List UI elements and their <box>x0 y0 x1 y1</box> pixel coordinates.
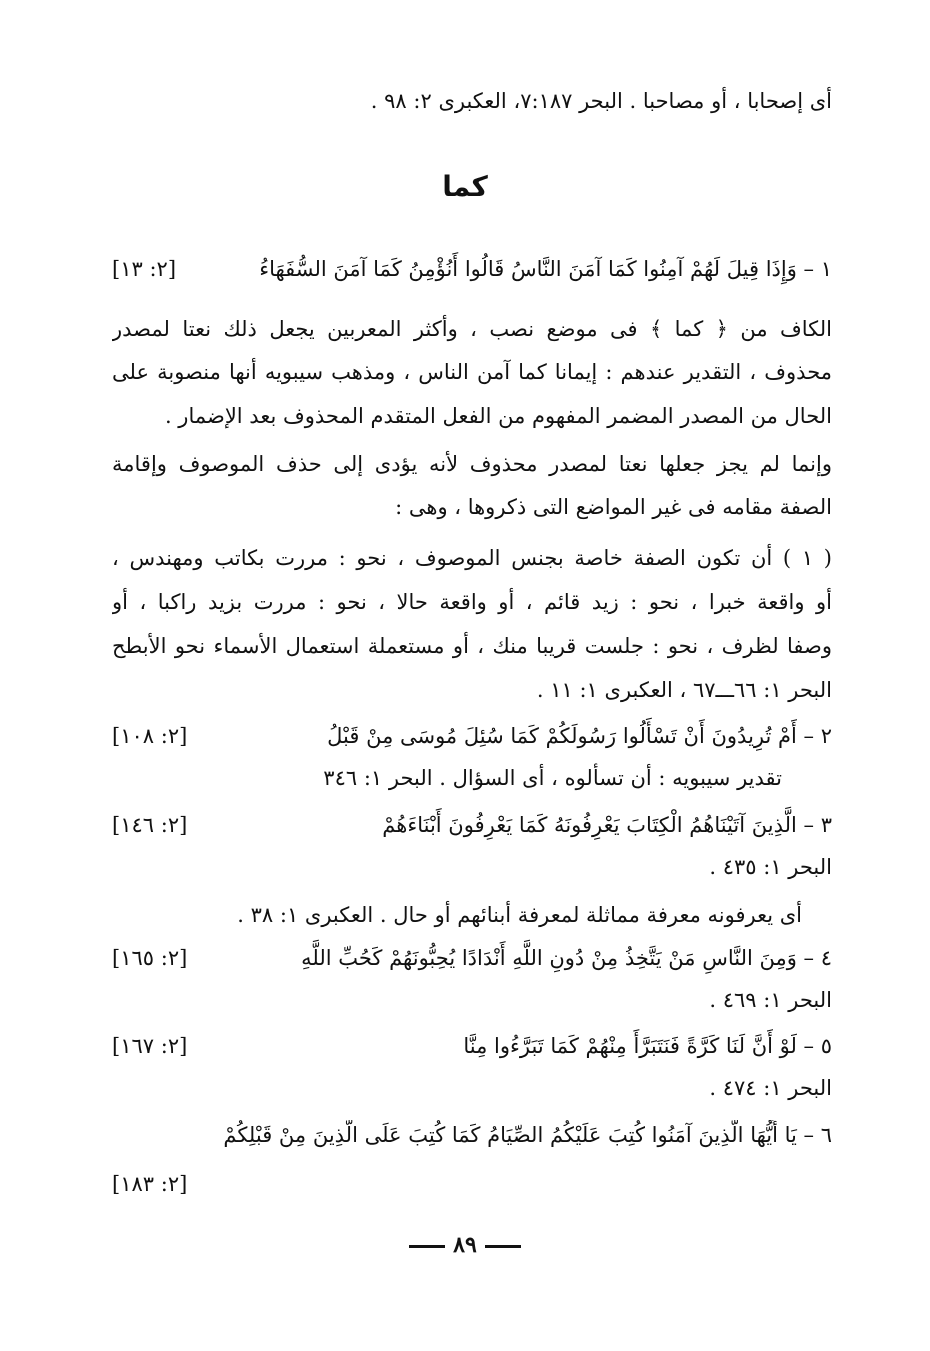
entry-6-ref-row <box>112 1168 832 1200</box>
entry-2 <box>112 720 832 752</box>
entry-3-ref: [٢: ١٤٦] <box>112 813 188 837</box>
entry-4-ref: [٢: ١٦٥] <box>112 946 188 970</box>
footer-dash-left <box>409 1245 445 1248</box>
para-3-line-2: أو واقعة خبرا ، نحو : زيد قائم ، أو واقعة حالا ، نحو : مررت بزيد راكبا ، أو <box>112 590 832 614</box>
entry-1 <box>112 253 832 285</box>
para-1-line-1: الكاف من ﴿ كما ﴾ فى موضع نصب ، وأكثر المعربين يجعل ذلك نعتا لمصدر <box>112 317 832 341</box>
para-3-line-1: ( ١ ) أن تكون الصفة خاصة بجنس الموصوف ، نحو : مررت بكاتب ومهندس ، <box>112 546 832 570</box>
entry-5-verse: ٥ – لَوْ أَنَّ لَنَا كَرَّةً فَنَتَبَرَّأَ مِنْهُمْ كَمَا تَبَرَّءُوا مِنَّا <box>463 1034 832 1058</box>
entry-2-ref: [٢: ١٠٨] <box>112 724 188 748</box>
entry-4-source: البحر ١: ٤٦٩ . <box>709 988 832 1012</box>
entry-6-ref: [٢: ١٨٣] <box>112 1172 188 1196</box>
section-heading: كما <box>442 170 488 203</box>
para-3-line-4: البحر ١: ٦٦ـــ٦٧ ، العكبرى ١: ١١ . <box>536 678 832 702</box>
para-3-line-3: وصفا لظرف ، نحو : جلست قريبا منك ، أو مستعملة استعمال الأسماء نحو الأبطح <box>112 634 832 658</box>
entry-2-note: تقدير سيبويه : أن تسألوه ، أى السؤال . البحر ١: ٣٤٦ <box>323 766 782 790</box>
para-2-line-1: وإنما لم يجز جعلها نعتا لمصدر محذوف لأنه يؤدى إلى حذف الموصوف وإقامة <box>112 452 832 476</box>
entry-6-verse: ٦ – يَا أَيُّهَا الَّذِينَ آمَنُوا كُتِبَ عَلَيْكُمُ الصِّيَامُ كَمَا كُتِبَ عَلَى الَّذِينَ مِنْ قَبْلِكُمْ <box>223 1123 832 1147</box>
top-note: أى إصحابا ، أو مصاحبا . البحر ٧:١٨٧، العكبرى ٢: ٩٨ . <box>370 89 832 113</box>
page-number: ٨٩ <box>453 1232 477 1258</box>
entry-4 <box>112 942 832 974</box>
entry-5-ref: [٢: ١٦٧] <box>112 1034 188 1058</box>
entry-5 <box>112 1030 832 1062</box>
entry-3-verse: ٣ – الَّذِينَ آتَيْنَاهُمُ الْكِتَابَ يَعْرِفُونَهُ كَمَا يَعْرِفُونَ أَبْنَاءَهُمْ <box>382 813 832 837</box>
page-number-footer <box>0 1232 930 1258</box>
footer-dash-right <box>485 1245 521 1248</box>
entry-3-note: أى يعرفونه معرفة مماثلة لمعرفة أبنائهم أو حال . العكبرى ١: ٣٨ . <box>237 903 802 927</box>
entry-3-source: البحر ١: ٤٣٥ . <box>709 855 832 879</box>
entry-2-verse: ٢ – أَمْ تُرِيدُونَ أَنْ تَسْأَلُوا رَسُولَكُمْ كَمَا سُئِلَ مُوسَى مِنْ قَبْلُ <box>327 724 832 748</box>
entry-1-verse: ١ – وَإِذَا قِيلَ لَهُمْ آمِنُوا كَمَا آمَنَ النَّاسُ قَالُوا أَنُؤْمِنُ كَمَا آمَنَ السُّفَهَاءُ <box>259 257 832 281</box>
entry-5-source: البحر ١: ٤٧٤ . <box>709 1076 832 1100</box>
entry-1-ref: [٢: ١٣] <box>112 257 177 281</box>
entry-3 <box>112 809 832 841</box>
para-1-line-2: محذوف ، التقدير عندهم : إيمانا كما آمن الناس ، ومذهب سيبويه أنها منصوبة على <box>112 360 832 384</box>
para-1-line-3: الحال من المصدر المضمر المفهوم من الفعل المتقدم المحذوف بعد الإضمار . <box>164 404 832 428</box>
entry-4-verse: ٤ – وَمِنَ النَّاسِ مَنْ يَتَّخِذُ مِنْ دُونِ اللَّهِ أَنْدَادًا يُحِبُّونَهُمْ كَحُبِّ اللَّهِ <box>301 946 832 970</box>
para-2-line-2: الصفة مقامه فى غير المواضع التى ذكروها ، وهى : <box>395 495 832 519</box>
